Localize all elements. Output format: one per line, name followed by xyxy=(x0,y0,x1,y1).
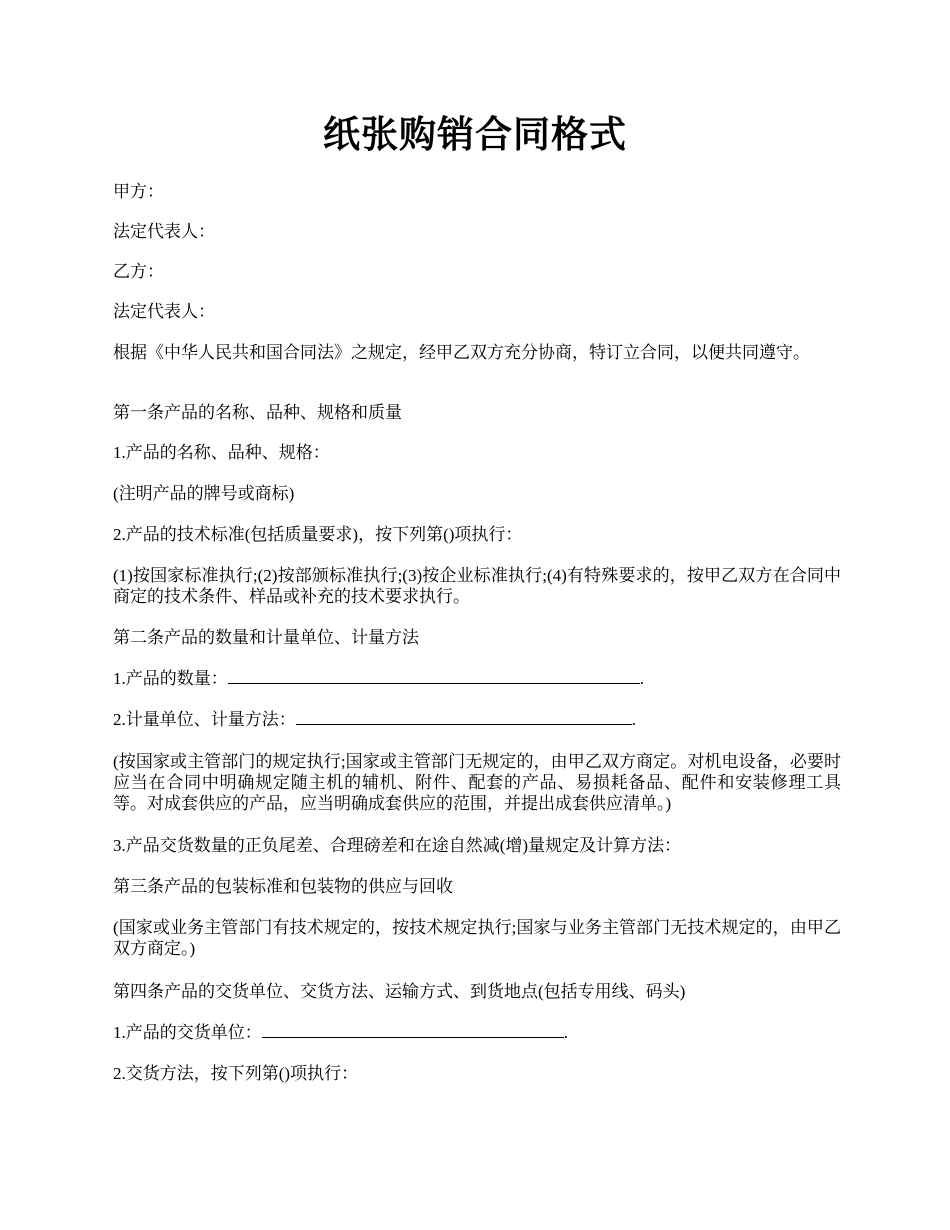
article-3-note: (国家或业务主管部门有技术规定的，按技术规定执行;国家与业务主管部门无技术规定的，由甲乙双方商定。) xyxy=(113,918,841,958)
period: . xyxy=(631,710,636,729)
article-1-options: (1)按国家标准执行;(2)按部颁标准执行;(3)按企业标准执行;(4)有特殊要求的，按甲乙双方在合同中商定的技术条件、样品或补充的技术要求执行。 xyxy=(113,566,841,606)
article-4-item-1-label: 1.产品的交货单位： xyxy=(113,1023,262,1042)
article-2-item-1-line xyxy=(113,668,841,689)
article-4-item-2: 2.交货方法，按下列第()项执行： xyxy=(113,1064,359,1083)
article-2-note: (按国家或主管部门的规定执行;国家或主管部门无规定的，由甲乙双方商定。对机电设备，必要时应当在合同中明确规定随主机的辅机、附件、配套的产品、易损耗备品、配件和安装修理工具等。对成套供应的产品，应当明确成套供应的范围，并提出成套供应清单。) xyxy=(113,752,841,813)
party-b-label: 乙方： xyxy=(113,262,164,281)
quantity-blank-line xyxy=(228,669,640,684)
article-3-heading: 第三条产品的包装标准和包装物的供应与回收 xyxy=(113,877,453,896)
article-1-item-2: 2.产品的技术标准(包括质量要求)，按下列第()项执行： xyxy=(113,525,523,544)
article-4-item-1-line xyxy=(113,1022,841,1043)
contract-preamble: 根据《中华人民共和国合同法》之规定，经甲乙双方充分协商，特订立合同，以便共同遵守。 xyxy=(113,343,810,362)
period: . xyxy=(563,1023,568,1042)
article-2-heading: 第二条产品的数量和计量单位、计量方法 xyxy=(113,628,419,647)
article-2-item-2-label: 2.计量单位、计量方法： xyxy=(113,710,296,729)
unit-method-blank-line xyxy=(296,710,632,725)
party-b-representative-label: 法定代表人： xyxy=(113,302,215,321)
article-2-item-3: 3.产品交货数量的正负尾差、合理磅差和在途自然减(增)量规定及计算方法： xyxy=(113,836,682,855)
party-a-label: 甲方： xyxy=(113,182,164,201)
article-2-item-1-label: 1.产品的数量： xyxy=(113,669,228,688)
article-2-item-2-line xyxy=(113,709,841,730)
document-title: 纸张购销合同格式 xyxy=(323,115,627,156)
article-1-note: (注明产品的牌号或商标) xyxy=(113,484,295,503)
article-1-heading: 第一条产品的名称、品种、规格和质量 xyxy=(113,403,402,422)
delivery-unit-blank-line xyxy=(262,1023,564,1038)
article-1-item-1: 1.产品的名称、品种、规格： xyxy=(113,443,330,462)
period: . xyxy=(639,669,644,688)
party-a-representative-label: 法定代表人： xyxy=(113,222,215,241)
article-4-heading: 第四条产品的交货单位、交货方法、运输方式、到货地点(包括专用线、码头) xyxy=(113,982,686,1001)
